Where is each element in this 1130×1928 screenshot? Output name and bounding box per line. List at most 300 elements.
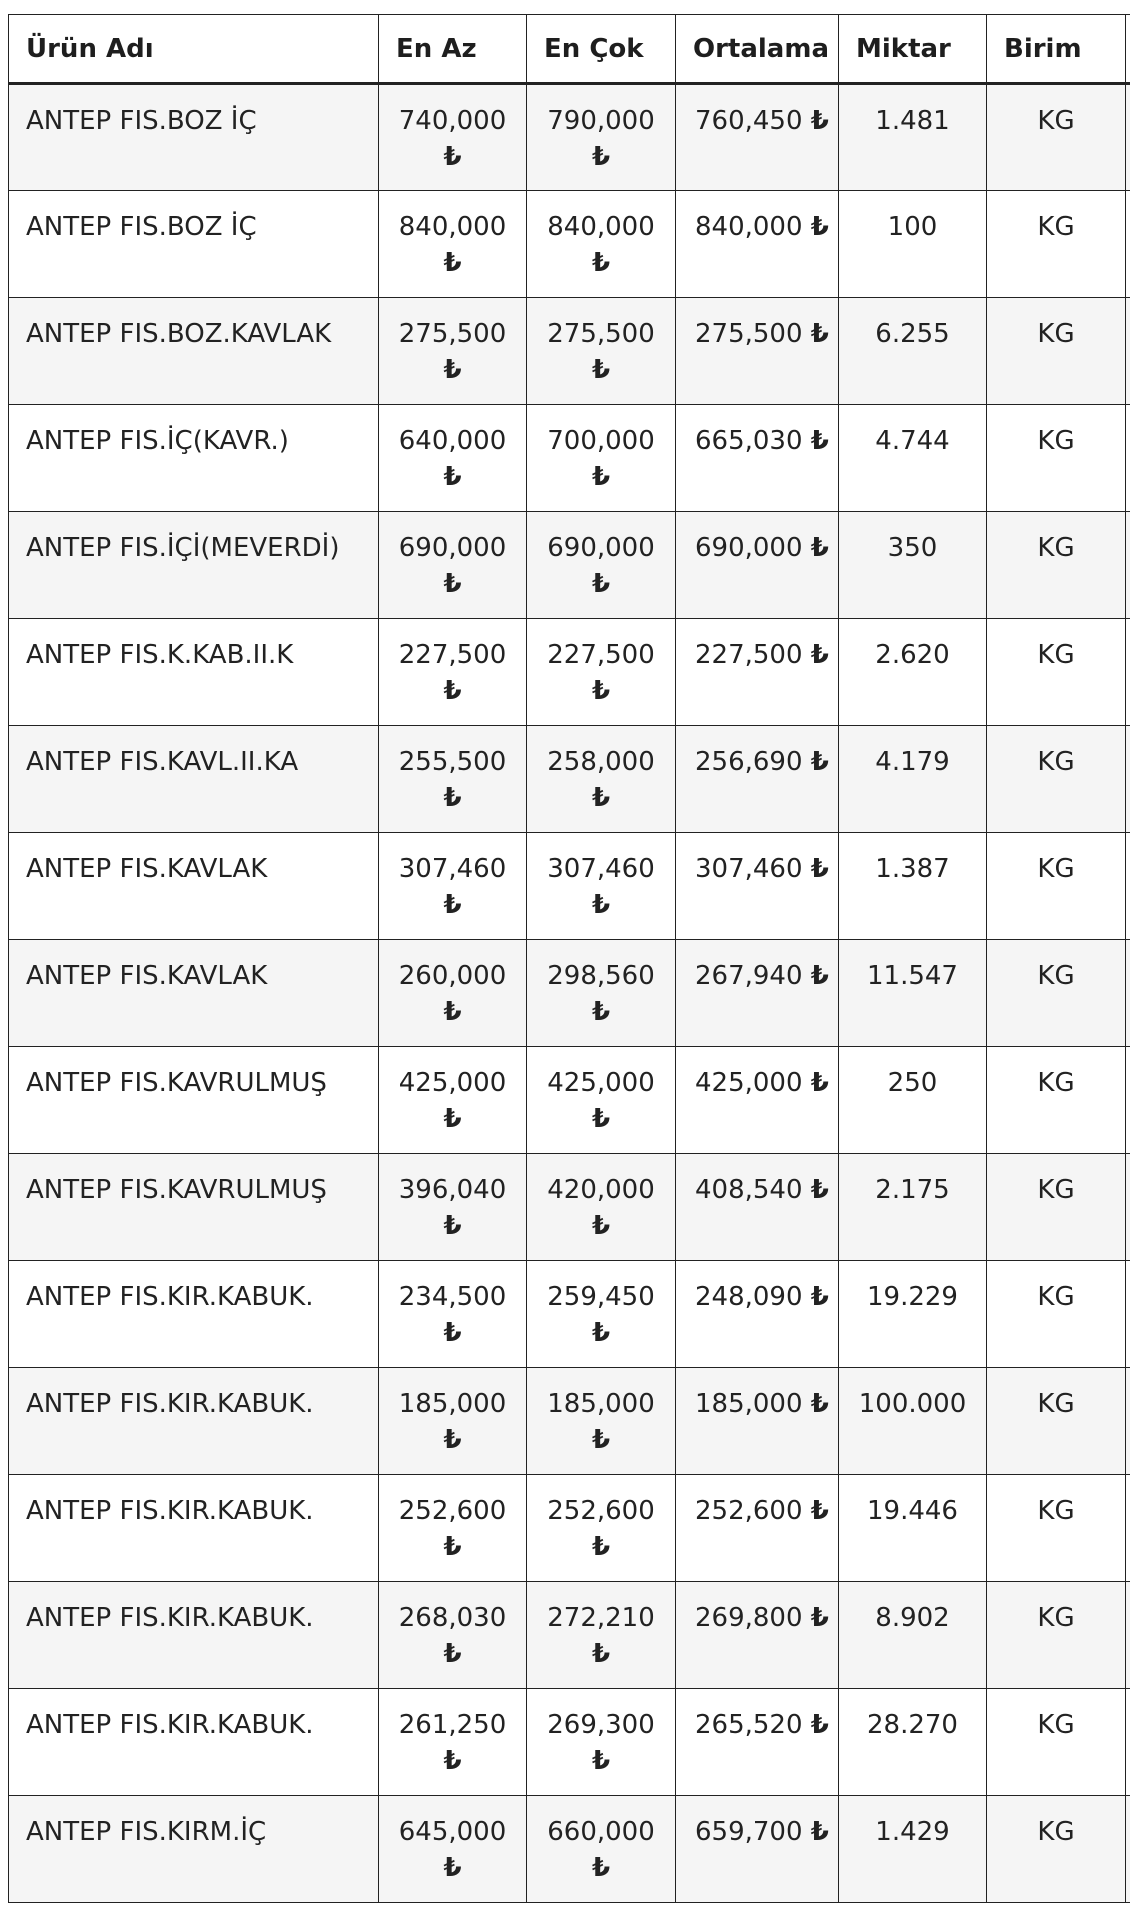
lira-icon: ₺ bbox=[810, 854, 829, 884]
lira-icon: ₺ bbox=[591, 890, 611, 920]
average-price-value: 227,500 bbox=[695, 640, 803, 670]
table-row bbox=[9, 726, 1130, 833]
lira-icon: ₺ bbox=[810, 212, 829, 242]
average-price-cell bbox=[676, 726, 839, 833]
quantity-cell bbox=[839, 1582, 987, 1689]
lira-icon: ₺ bbox=[591, 1853, 611, 1883]
lira-icon: ₺ bbox=[443, 890, 462, 920]
unit-value: KG bbox=[1037, 106, 1075, 136]
unit-cell bbox=[987, 1475, 1126, 1582]
min-price-cell bbox=[379, 1154, 527, 1261]
table-row bbox=[9, 191, 1130, 298]
quantity-cell bbox=[839, 940, 987, 1047]
quantity-cell bbox=[839, 1047, 987, 1154]
header-row bbox=[9, 15, 1130, 84]
min-price-cell bbox=[379, 1796, 527, 1903]
min-price-value: 425,000 bbox=[398, 1068, 507, 1098]
table-row bbox=[9, 84, 1130, 191]
max-price-cell bbox=[527, 1689, 676, 1796]
average-price-value: 265,520 bbox=[695, 1710, 803, 1740]
lira-icon: ₺ bbox=[443, 1318, 462, 1348]
average-price-value: 307,460 bbox=[695, 854, 803, 884]
average-price-value: 267,940 bbox=[695, 961, 803, 991]
header-min-price: En Az bbox=[379, 15, 527, 84]
lira-icon: ₺ bbox=[443, 1532, 462, 1562]
min-price-cell bbox=[379, 940, 527, 1047]
quantity-cell bbox=[839, 191, 987, 298]
unit-cell bbox=[987, 1047, 1126, 1154]
average-price-cell bbox=[676, 1689, 839, 1796]
lira-icon: ₺ bbox=[443, 1425, 462, 1455]
product-name-cell bbox=[9, 1154, 379, 1261]
lira-icon: ₺ bbox=[443, 355, 462, 385]
unit-cell bbox=[987, 726, 1126, 833]
table-row bbox=[9, 405, 1130, 512]
lira-icon: ₺ bbox=[591, 1211, 611, 1241]
min-price-value: 261,250 bbox=[398, 1710, 507, 1740]
lira-icon: ₺ bbox=[591, 783, 611, 813]
lira-icon: ₺ bbox=[591, 142, 611, 172]
product-name-cell bbox=[9, 619, 379, 726]
quantity-value: 2.175 bbox=[875, 1175, 950, 1205]
unit-value: KG bbox=[1037, 854, 1075, 884]
product-name-cell bbox=[9, 298, 379, 405]
average-price-cell bbox=[676, 1368, 839, 1475]
quantity-value: 2.620 bbox=[875, 640, 950, 670]
min-price-cell bbox=[379, 1047, 527, 1154]
max-price-value: 259,450 bbox=[547, 1282, 655, 1312]
min-price-value: 252,600 bbox=[398, 1496, 507, 1526]
quantity-value: 100 bbox=[887, 212, 938, 242]
unit-cell bbox=[987, 84, 1126, 191]
price-table bbox=[8, 14, 1130, 1903]
average-price-cell bbox=[676, 298, 839, 405]
quantity-value: 11.547 bbox=[867, 961, 958, 991]
max-price-value: 269,300 bbox=[547, 1710, 655, 1740]
overflow-cell bbox=[1126, 84, 1130, 191]
unit-value: KG bbox=[1037, 1710, 1075, 1740]
unit-value: KG bbox=[1037, 533, 1075, 563]
quantity-value: 4.744 bbox=[875, 426, 950, 456]
product-name: ANTEP FIS.KAVRULMUŞ bbox=[26, 1068, 327, 1098]
max-price-cell bbox=[527, 298, 676, 405]
overflow-cell bbox=[1126, 726, 1130, 833]
lira-icon: ₺ bbox=[443, 142, 462, 172]
lira-icon: ₺ bbox=[810, 1710, 829, 1740]
min-price-cell bbox=[379, 726, 527, 833]
max-price-cell bbox=[527, 619, 676, 726]
unit-cell bbox=[987, 1154, 1126, 1261]
unit-value: KG bbox=[1037, 1175, 1075, 1205]
product-name: ANTEP FIS.KAVLAK bbox=[26, 854, 268, 884]
max-price-cell bbox=[527, 1475, 676, 1582]
quantity-value: 1.481 bbox=[875, 106, 950, 136]
lira-icon: ₺ bbox=[810, 1817, 829, 1847]
quantity-value: 100.000 bbox=[858, 1389, 967, 1419]
average-price-value: 840,000 bbox=[695, 212, 803, 242]
product-name: ANTEP FIS.KIR.KABUK. bbox=[26, 1710, 314, 1740]
table-row bbox=[9, 1047, 1130, 1154]
quantity-value: 19.446 bbox=[867, 1496, 958, 1526]
product-name: ANTEP FIS.BOZ.KAVLAK bbox=[26, 319, 332, 349]
table-row bbox=[9, 619, 1130, 726]
average-price-cell bbox=[676, 1475, 839, 1582]
quantity-cell bbox=[839, 726, 987, 833]
unit-value: KG bbox=[1037, 426, 1075, 456]
average-price-value: 248,090 bbox=[695, 1282, 803, 1312]
unit-value: KG bbox=[1037, 1603, 1075, 1633]
lira-icon: ₺ bbox=[591, 1639, 611, 1669]
quantity-value: 1.429 bbox=[875, 1817, 950, 1847]
unit-value: KG bbox=[1037, 1068, 1075, 1098]
lira-icon: ₺ bbox=[443, 569, 462, 599]
average-price-cell bbox=[676, 940, 839, 1047]
max-price-cell bbox=[527, 833, 676, 940]
min-price-cell bbox=[379, 512, 527, 619]
average-price-value: 425,000 bbox=[695, 1068, 803, 1098]
header-max-price: En Çok bbox=[527, 15, 676, 84]
overflow-cell bbox=[1126, 512, 1130, 619]
lira-icon: ₺ bbox=[810, 1282, 829, 1312]
product-name: ANTEP FIS.BOZ İÇ bbox=[26, 212, 257, 242]
average-price-cell bbox=[676, 619, 839, 726]
unit-value: KG bbox=[1037, 1389, 1075, 1419]
max-price-value: 185,000 bbox=[547, 1389, 655, 1419]
min-price-value: 396,040 bbox=[398, 1175, 507, 1205]
average-price-value: 256,690 bbox=[695, 747, 803, 777]
product-name-cell bbox=[9, 1475, 379, 1582]
max-price-cell bbox=[527, 84, 676, 191]
table-row bbox=[9, 1582, 1130, 1689]
lira-icon: ₺ bbox=[591, 1318, 611, 1348]
lira-icon: ₺ bbox=[591, 1425, 611, 1455]
max-price-cell bbox=[527, 1261, 676, 1368]
average-price-cell bbox=[676, 1047, 839, 1154]
unit-cell bbox=[987, 298, 1126, 405]
min-price-cell bbox=[379, 191, 527, 298]
quantity-cell bbox=[839, 84, 987, 191]
product-name: ANTEP FIS.KAVL.II.KA bbox=[26, 747, 299, 777]
lira-icon: ₺ bbox=[591, 997, 611, 1027]
lira-icon: ₺ bbox=[810, 319, 829, 349]
min-price-value: 268,030 bbox=[398, 1603, 507, 1633]
min-price-cell bbox=[379, 619, 527, 726]
product-name-cell bbox=[9, 405, 379, 512]
lira-icon: ₺ bbox=[591, 1532, 611, 1562]
table-body bbox=[9, 84, 1130, 1903]
average-price-cell bbox=[676, 1154, 839, 1261]
lira-icon: ₺ bbox=[810, 106, 829, 136]
overflow-cell bbox=[1126, 1796, 1130, 1903]
quantity-cell bbox=[839, 405, 987, 512]
min-price-value: 840,000 bbox=[398, 212, 507, 242]
max-price-cell bbox=[527, 191, 676, 298]
min-price-cell bbox=[379, 1368, 527, 1475]
product-name-cell bbox=[9, 191, 379, 298]
quantity-value: 28.270 bbox=[867, 1710, 958, 1740]
unit-value: KG bbox=[1037, 961, 1075, 991]
header-overflow-cell bbox=[1126, 15, 1130, 84]
average-price-value: 275,500 bbox=[695, 319, 803, 349]
max-price-cell bbox=[527, 940, 676, 1047]
lira-icon: ₺ bbox=[810, 961, 829, 991]
product-name-cell bbox=[9, 1689, 379, 1796]
max-price-cell bbox=[527, 1582, 676, 1689]
table-header bbox=[9, 15, 1130, 84]
table-row bbox=[9, 1796, 1130, 1903]
lira-icon: ₺ bbox=[443, 1104, 462, 1134]
min-price-cell bbox=[379, 405, 527, 512]
quantity-cell bbox=[839, 1689, 987, 1796]
max-price-cell bbox=[527, 1796, 676, 1903]
max-price-cell bbox=[527, 405, 676, 512]
max-price-cell bbox=[527, 1154, 676, 1261]
lira-icon: ₺ bbox=[443, 1211, 462, 1241]
quantity-value: 250 bbox=[887, 1068, 938, 1098]
overflow-cell bbox=[1126, 1582, 1130, 1689]
unit-cell bbox=[987, 1689, 1126, 1796]
max-price-value: 420,000 bbox=[547, 1175, 655, 1205]
max-price-cell bbox=[527, 1368, 676, 1475]
header-product-name: Ürün Adı bbox=[9, 15, 379, 84]
average-price-value: 659,700 bbox=[695, 1817, 803, 1847]
min-price-cell bbox=[379, 833, 527, 940]
overflow-cell bbox=[1126, 619, 1130, 726]
quantity-cell bbox=[839, 1154, 987, 1261]
lira-icon: ₺ bbox=[591, 462, 611, 492]
quantity-cell bbox=[839, 1261, 987, 1368]
lira-icon: ₺ bbox=[591, 355, 611, 385]
lira-icon: ₺ bbox=[443, 1853, 462, 1883]
lira-icon: ₺ bbox=[591, 1104, 611, 1134]
average-price-cell bbox=[676, 1582, 839, 1689]
unit-value: KG bbox=[1037, 319, 1075, 349]
lira-icon: ₺ bbox=[810, 640, 829, 670]
lira-icon: ₺ bbox=[810, 1496, 829, 1526]
quantity-value: 6.255 bbox=[875, 319, 950, 349]
unit-cell bbox=[987, 1796, 1126, 1903]
unit-cell bbox=[987, 1582, 1126, 1689]
lira-icon: ₺ bbox=[810, 1603, 829, 1633]
average-price-cell bbox=[676, 405, 839, 512]
min-price-value: 740,000 bbox=[398, 106, 507, 136]
overflow-cell bbox=[1126, 1475, 1130, 1582]
min-price-value: 690,000 bbox=[398, 533, 507, 563]
min-price-value: 260,000 bbox=[398, 961, 507, 991]
unit-cell bbox=[987, 405, 1126, 512]
product-name: ANTEP FIS.KAVLAK bbox=[26, 961, 268, 991]
lira-icon: ₺ bbox=[810, 747, 829, 777]
product-name-cell bbox=[9, 1047, 379, 1154]
table-row bbox=[9, 940, 1130, 1047]
min-price-value: 645,000 bbox=[398, 1817, 507, 1847]
min-price-cell bbox=[379, 1689, 527, 1796]
unit-cell bbox=[987, 940, 1126, 1047]
unit-cell bbox=[987, 833, 1126, 940]
table-row bbox=[9, 1475, 1130, 1582]
product-name: ANTEP FIS.İÇİ(MEVERDİ) bbox=[26, 533, 340, 563]
product-name-cell bbox=[9, 1368, 379, 1475]
average-price-value: 269,800 bbox=[695, 1603, 803, 1633]
lira-icon: ₺ bbox=[810, 1175, 829, 1205]
unit-cell bbox=[987, 1368, 1126, 1475]
max-price-value: 700,000 bbox=[547, 426, 655, 456]
lira-icon: ₺ bbox=[591, 248, 611, 278]
unit-cell bbox=[987, 619, 1126, 726]
unit-value: KG bbox=[1037, 1282, 1075, 1312]
lira-icon: ₺ bbox=[443, 997, 462, 1027]
quantity-cell bbox=[839, 1796, 987, 1903]
min-price-cell bbox=[379, 1261, 527, 1368]
product-name: ANTEP FIS.KIR.KABUK. bbox=[26, 1603, 314, 1633]
product-name-cell bbox=[9, 726, 379, 833]
lira-icon: ₺ bbox=[443, 1746, 462, 1776]
unit-value: KG bbox=[1037, 747, 1075, 777]
table-row bbox=[9, 833, 1130, 940]
product-name: ANTEP FIS.KIR.KABUK. bbox=[26, 1282, 314, 1312]
product-name: ANTEP FIS.KAVRULMUŞ bbox=[26, 1175, 327, 1205]
max-price-value: 790,000 bbox=[547, 106, 655, 136]
average-price-value: 252,600 bbox=[695, 1496, 803, 1526]
average-price-cell bbox=[676, 1261, 839, 1368]
product-name: ANTEP FIS.KIRM.İÇ bbox=[26, 1817, 267, 1847]
quantity-value: 350 bbox=[887, 533, 938, 563]
product-name: ANTEP FIS.İÇ(KAVR.) bbox=[26, 426, 289, 456]
min-price-value: 640,000 bbox=[398, 426, 507, 456]
lira-icon: ₺ bbox=[810, 533, 829, 563]
max-price-value: 690,000 bbox=[547, 533, 655, 563]
product-name: ANTEP FIS.KIR.KABUK. bbox=[26, 1389, 314, 1419]
lira-icon: ₺ bbox=[591, 1746, 611, 1776]
quantity-cell bbox=[839, 833, 987, 940]
product-name-cell bbox=[9, 1261, 379, 1368]
header-quantity: Miktar bbox=[839, 15, 987, 84]
quantity-cell bbox=[839, 619, 987, 726]
product-name-cell bbox=[9, 84, 379, 191]
max-price-value: 275,500 bbox=[547, 319, 655, 349]
unit-value: KG bbox=[1037, 1817, 1075, 1847]
lira-icon: ₺ bbox=[810, 426, 829, 456]
quantity-cell bbox=[839, 1475, 987, 1582]
lira-icon: ₺ bbox=[591, 569, 611, 599]
quantity-value: 4.179 bbox=[875, 747, 950, 777]
average-price-value: 665,030 bbox=[695, 426, 803, 456]
table-row bbox=[9, 512, 1130, 619]
unit-value: KG bbox=[1037, 640, 1075, 670]
product-name: ANTEP FIS.K.KAB.II.K bbox=[26, 640, 294, 670]
average-price-cell bbox=[676, 833, 839, 940]
average-price-value: 760,450 bbox=[695, 106, 803, 136]
product-name-cell bbox=[9, 512, 379, 619]
unit-value: KG bbox=[1037, 212, 1075, 242]
lira-icon: ₺ bbox=[443, 248, 462, 278]
product-name-cell bbox=[9, 940, 379, 1047]
unit-cell bbox=[987, 512, 1126, 619]
min-price-value: 307,460 bbox=[398, 854, 507, 884]
lira-icon: ₺ bbox=[443, 1639, 462, 1669]
average-price-cell bbox=[676, 84, 839, 191]
max-price-value: 258,000 bbox=[547, 747, 655, 777]
min-price-value: 255,500 bbox=[398, 747, 507, 777]
quantity-value: 1.387 bbox=[875, 854, 950, 884]
quantity-cell bbox=[839, 1368, 987, 1475]
overflow-cell bbox=[1126, 833, 1130, 940]
product-name-cell bbox=[9, 1582, 379, 1689]
max-price-value: 252,600 bbox=[547, 1496, 655, 1526]
average-price-value: 185,000 bbox=[695, 1389, 803, 1419]
overflow-cell bbox=[1126, 405, 1130, 512]
max-price-value: 840,000 bbox=[547, 212, 655, 242]
overflow-cell bbox=[1126, 1154, 1130, 1261]
lira-icon: ₺ bbox=[443, 462, 462, 492]
max-price-value: 307,460 bbox=[547, 854, 655, 884]
quantity-value: 19.229 bbox=[867, 1282, 958, 1312]
overflow-cell bbox=[1126, 1689, 1130, 1796]
overflow-cell bbox=[1126, 191, 1130, 298]
quantity-value: 8.902 bbox=[875, 1603, 950, 1633]
price-table-container bbox=[8, 14, 1130, 1903]
product-name: ANTEP FIS.KIR.KABUK. bbox=[26, 1496, 314, 1526]
lira-icon: ₺ bbox=[443, 783, 462, 813]
overflow-cell bbox=[1126, 1261, 1130, 1368]
max-price-cell bbox=[527, 1047, 676, 1154]
max-price-cell bbox=[527, 512, 676, 619]
min-price-cell bbox=[379, 1475, 527, 1582]
max-price-value: 272,210 bbox=[547, 1603, 655, 1633]
max-price-cell bbox=[527, 726, 676, 833]
max-price-value: 298,560 bbox=[547, 961, 655, 991]
lira-icon: ₺ bbox=[810, 1389, 829, 1419]
table-row bbox=[9, 1689, 1130, 1796]
lira-icon: ₺ bbox=[591, 676, 611, 706]
quantity-cell bbox=[839, 298, 987, 405]
unit-value: KG bbox=[1037, 1496, 1075, 1526]
min-price-value: 234,500 bbox=[398, 1282, 507, 1312]
min-price-cell bbox=[379, 1582, 527, 1689]
min-price-value: 275,500 bbox=[398, 319, 507, 349]
table-row bbox=[9, 1154, 1130, 1261]
average-price-cell bbox=[676, 191, 839, 298]
max-price-value: 660,000 bbox=[547, 1817, 655, 1847]
table-row bbox=[9, 1368, 1130, 1475]
product-name-cell bbox=[9, 1796, 379, 1903]
header-unit: Birim bbox=[987, 15, 1126, 84]
min-price-cell bbox=[379, 84, 527, 191]
max-price-value: 425,000 bbox=[547, 1068, 655, 1098]
table-row bbox=[9, 298, 1130, 405]
overflow-cell bbox=[1126, 1368, 1130, 1475]
table-row bbox=[9, 1261, 1130, 1368]
average-price-cell bbox=[676, 512, 839, 619]
average-price-value: 690,000 bbox=[695, 533, 803, 563]
lira-icon: ₺ bbox=[810, 1068, 829, 1098]
min-price-value: 227,500 bbox=[398, 640, 507, 670]
header-average-price: Ortalama bbox=[676, 15, 839, 84]
min-price-value: 185,000 bbox=[398, 1389, 507, 1419]
overflow-cell bbox=[1126, 940, 1130, 1047]
average-price-value: 408,540 bbox=[695, 1175, 803, 1205]
unit-cell bbox=[987, 1261, 1126, 1368]
overflow-cell bbox=[1126, 1047, 1130, 1154]
product-name-cell bbox=[9, 833, 379, 940]
average-price-cell bbox=[676, 1796, 839, 1903]
quantity-cell bbox=[839, 512, 987, 619]
min-price-cell bbox=[379, 298, 527, 405]
unit-cell bbox=[987, 191, 1126, 298]
lira-icon: ₺ bbox=[443, 676, 462, 706]
max-price-value: 227,500 bbox=[547, 640, 655, 670]
product-name: ANTEP FIS.BOZ İÇ bbox=[26, 106, 257, 136]
